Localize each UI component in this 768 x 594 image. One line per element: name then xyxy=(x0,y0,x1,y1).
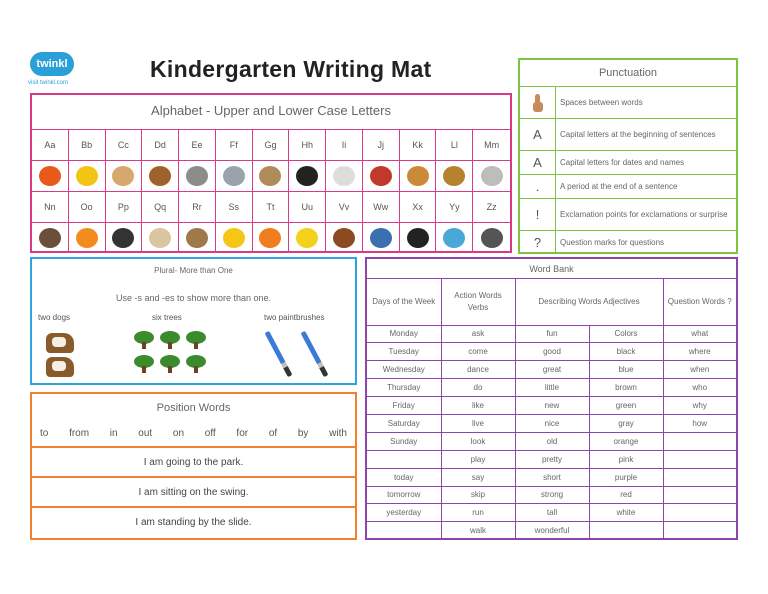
letter-Ll: Ll xyxy=(436,129,473,160)
plural-instruction: Use -s and -es to show more than one. xyxy=(115,293,272,303)
punctuation-text: Question marks for questions xyxy=(560,237,665,247)
position-word: in xyxy=(109,428,118,439)
word-bank-cell xyxy=(663,432,736,450)
word-bank-cell: wonderful xyxy=(515,522,589,540)
letter-picture-Qq xyxy=(142,222,179,253)
letter-picture-Uu xyxy=(289,222,326,253)
punctuation-symbol: A xyxy=(520,151,556,174)
letter-Tt: Tt xyxy=(253,191,290,222)
word-bank-cell: who xyxy=(663,379,736,397)
word-bank-cell: pretty xyxy=(515,450,589,468)
letter-Aa: Aa xyxy=(32,129,69,160)
word-bank-row xyxy=(367,361,736,379)
word-bank-cell: tall xyxy=(515,504,589,522)
word-bank-cell: dance xyxy=(441,361,515,379)
picture-icon xyxy=(407,228,429,248)
letter-picture-Pp xyxy=(106,222,143,253)
picture-icon xyxy=(112,228,134,248)
punctuation-symbol: ! xyxy=(520,199,556,230)
word-bank-cell: Wednesday xyxy=(367,361,441,379)
letter-Mm: Mm xyxy=(473,129,510,160)
position-sentence: I am going to the park. xyxy=(32,446,355,476)
position-sentence: I am standing by the slide. xyxy=(32,506,355,536)
letter-picture-Vv xyxy=(326,222,363,253)
dog-icon xyxy=(46,357,74,377)
word-bank-cell: blue xyxy=(589,361,663,379)
word-bank-cell: look xyxy=(441,432,515,450)
letter-Oo: Oo xyxy=(69,191,106,222)
position-word: for xyxy=(236,428,249,439)
word-bank-cell xyxy=(663,468,736,486)
picture-icon xyxy=(186,166,208,186)
word-bank-cell: nice xyxy=(515,414,589,432)
word-bank-cell xyxy=(663,522,736,540)
letter-picture-Bb xyxy=(69,160,106,191)
word-bank-cell: how xyxy=(663,414,736,432)
word-bank-cell: orange xyxy=(589,432,663,450)
picture-icon xyxy=(259,166,281,186)
word-bank-row xyxy=(367,325,736,343)
punctuation-symbol: . xyxy=(520,175,556,198)
word-bank-cell: today xyxy=(367,468,441,486)
finger-space-icon xyxy=(520,87,556,118)
position-word: of xyxy=(268,428,278,439)
letter-Bb: Bb xyxy=(69,129,106,160)
letter-Ee: Ee xyxy=(179,129,216,160)
letter-Zz: Zz xyxy=(473,191,510,222)
header-question-words: Question Words ? xyxy=(663,279,736,325)
letter-Uu: Uu xyxy=(289,191,326,222)
word-bank-cell: Saturday xyxy=(367,414,441,432)
word-bank-cell: do xyxy=(441,379,515,397)
letter-picture-Ii xyxy=(326,160,363,191)
word-bank-cell: play xyxy=(441,450,515,468)
word-bank-cell: green xyxy=(589,397,663,415)
letter-picture-Ss xyxy=(216,222,253,253)
letter-picture-Jj xyxy=(363,160,400,191)
word-bank-cell: short xyxy=(515,468,589,486)
letter-Gg: Gg xyxy=(253,129,290,160)
picture-icon xyxy=(76,166,98,186)
word-bank-cell: little xyxy=(515,379,589,397)
word-bank-cell: red xyxy=(589,486,663,504)
letter-Cc: Cc xyxy=(106,129,143,160)
position-panel xyxy=(30,392,357,540)
position-word: by xyxy=(297,428,309,439)
word-bank-cell: what xyxy=(663,325,736,343)
letter-picture-Oo xyxy=(69,222,106,253)
letter-picture-Xx xyxy=(400,222,437,253)
tree-icon xyxy=(186,355,206,373)
punctuation-row xyxy=(520,230,736,254)
punctuation-text: A period at the end of a sentence xyxy=(560,181,678,191)
word-bank-cell: Sunday xyxy=(367,432,441,450)
header-describing-words: Describing Words Adjectives xyxy=(515,279,663,325)
twinkl-logo: twinkl xyxy=(30,52,74,76)
picture-icon xyxy=(296,228,318,248)
word-bank-cell xyxy=(663,450,736,468)
word-bank-cell: Thursday xyxy=(367,379,441,397)
letter-picture-Cc xyxy=(106,160,143,191)
letter-Ss: Ss xyxy=(216,191,253,222)
word-bank-row xyxy=(367,486,736,504)
word-bank-cell: say xyxy=(441,468,515,486)
picture-icon xyxy=(259,228,281,248)
picture-icon xyxy=(333,228,355,248)
word-bank-title: Word Bank xyxy=(367,259,736,279)
picture-icon xyxy=(76,228,98,248)
word-bank-cell xyxy=(663,504,736,522)
position-word: from xyxy=(69,428,90,439)
paintbrush-icon xyxy=(265,331,293,377)
tree-icon xyxy=(134,331,154,349)
word-bank-cell: yesterday xyxy=(367,504,441,522)
letter-Yy: Yy xyxy=(436,191,473,222)
word-bank-cell: Friday xyxy=(367,397,441,415)
punctuation-row xyxy=(520,86,736,118)
letter-picture-Yy xyxy=(436,222,473,253)
word-bank-cell: brown xyxy=(589,379,663,397)
word-bank-cell: tomorrow xyxy=(367,486,441,504)
letter-Ii: Ii xyxy=(326,129,363,160)
letter-Jj: Jj xyxy=(363,129,400,160)
punctuation-text: Capital letters at the beginning of sentences xyxy=(560,129,716,139)
word-bank-table xyxy=(367,279,736,540)
letter-picture-Gg xyxy=(253,160,290,191)
word-bank-cell: black xyxy=(589,343,663,361)
word-bank-row xyxy=(367,379,736,397)
picture-icon xyxy=(186,228,208,248)
letter-picture-Ll xyxy=(436,160,473,191)
word-bank-row xyxy=(367,432,736,450)
letter-picture-Kk xyxy=(400,160,437,191)
tree-icon xyxy=(186,331,206,349)
alphabet-grid xyxy=(32,129,510,253)
letter-Kk: Kk xyxy=(400,129,437,160)
word-bank-cell: Tuesday xyxy=(367,343,441,361)
word-bank-cell: pink xyxy=(589,450,663,468)
picture-icon xyxy=(112,166,134,186)
punctuation-row xyxy=(520,198,736,230)
picture-icon xyxy=(39,166,61,186)
paintbrush-icon xyxy=(301,331,329,377)
word-bank-cell: good xyxy=(515,343,589,361)
punctuation-row xyxy=(520,150,736,174)
punctuation-panel xyxy=(518,58,738,254)
word-bank-cell: great xyxy=(515,361,589,379)
header-action-words: Action Words Verbs xyxy=(441,279,515,325)
plural-title: Plural- More than One xyxy=(154,266,233,275)
punctuation-text: Exclamation points for exclamations or surprise xyxy=(560,209,728,219)
word-bank-cell: Colors xyxy=(589,325,663,343)
word-bank-cell xyxy=(589,522,663,540)
plural-example-trees: six trees xyxy=(152,313,182,322)
word-bank-row xyxy=(367,504,736,522)
picture-icon xyxy=(481,228,503,248)
letter-picture-Nn xyxy=(32,222,69,253)
word-bank-cell: like xyxy=(441,397,515,415)
word-bank-cell: old xyxy=(515,432,589,450)
word-bank-panel xyxy=(365,257,738,540)
letter-picture-Rr xyxy=(179,222,216,253)
word-bank-cell xyxy=(367,522,441,540)
word-bank-cell: walk xyxy=(441,522,515,540)
letter-picture-Dd xyxy=(142,160,179,191)
position-word: off xyxy=(204,428,216,439)
letter-Hh: Hh xyxy=(289,129,326,160)
position-word: to xyxy=(40,428,49,439)
position-word: with xyxy=(329,428,347,439)
word-bank-cell: new xyxy=(515,397,589,415)
picture-icon xyxy=(443,166,465,186)
position-word: on xyxy=(172,428,185,439)
punctuation-text: Spaces between words xyxy=(560,97,643,107)
alphabet-title: Alphabet - Upper and Lower Case Letters xyxy=(151,103,391,118)
word-bank-cell xyxy=(663,486,736,504)
word-bank-cell: fun xyxy=(515,325,589,343)
punctuation-row xyxy=(520,174,736,198)
letter-picture-Mm xyxy=(473,160,510,191)
word-bank-cell: where xyxy=(663,343,736,361)
word-bank-row xyxy=(367,343,736,361)
punctuation-title: Punctuation xyxy=(598,67,658,79)
letter-Xx: Xx xyxy=(400,191,437,222)
word-bank-cell: come xyxy=(441,343,515,361)
letter-Pp: Pp xyxy=(106,191,143,222)
letter-Vv: Vv xyxy=(326,191,363,222)
word-bank-cell: purple xyxy=(589,468,663,486)
picture-icon xyxy=(149,228,171,248)
picture-icon xyxy=(443,228,465,248)
letter-Ff: Ff xyxy=(216,129,253,160)
letter-picture-Aa xyxy=(32,160,69,191)
letter-Ww: Ww xyxy=(363,191,400,222)
word-bank-cell: Monday xyxy=(367,325,441,343)
letter-picture-Zz xyxy=(473,222,510,253)
word-bank-cell: gray xyxy=(589,414,663,432)
plural-panel xyxy=(30,257,357,385)
picture-icon xyxy=(149,166,171,186)
picture-icon xyxy=(333,166,355,186)
word-bank-cell: white xyxy=(589,504,663,522)
tree-icon xyxy=(134,355,154,373)
word-bank-cell: strong xyxy=(515,486,589,504)
letter-picture-Hh xyxy=(289,160,326,191)
word-bank-row xyxy=(367,450,736,468)
picture-icon xyxy=(370,166,392,186)
tree-icon xyxy=(160,331,180,349)
position-word: out xyxy=(138,428,153,439)
word-bank-cell: run xyxy=(441,504,515,522)
header-days: Days of the Week xyxy=(367,279,441,325)
position-words xyxy=(40,428,347,439)
alphabet-panel xyxy=(30,93,512,253)
word-bank-row xyxy=(367,468,736,486)
punctuation-text: Capital letters for dates and names xyxy=(560,157,685,167)
picture-icon xyxy=(223,228,245,248)
word-bank-cell: when xyxy=(663,361,736,379)
word-bank-cell: skip xyxy=(441,486,515,504)
word-bank-row xyxy=(367,522,736,540)
punctuation-symbol: A xyxy=(520,119,556,150)
word-bank-cell: ask xyxy=(441,325,515,343)
letter-picture-Ww xyxy=(363,222,400,253)
picture-icon xyxy=(39,228,61,248)
picture-icon xyxy=(370,228,392,248)
letter-Dd: Dd xyxy=(142,129,179,160)
punctuation-symbol: ? xyxy=(520,231,556,254)
letter-Qq: Qq xyxy=(142,191,179,222)
picture-icon xyxy=(481,166,503,186)
position-title: Position Words xyxy=(156,402,231,414)
letter-picture-Tt xyxy=(253,222,290,253)
word-bank-cell xyxy=(367,450,441,468)
letter-picture-Ff xyxy=(216,160,253,191)
tree-icon xyxy=(160,355,180,373)
letter-Rr: Rr xyxy=(179,191,216,222)
logo-url: visit twinkl.com xyxy=(28,80,69,86)
position-sentence: I am sitting on the swing. xyxy=(32,476,355,506)
picture-icon xyxy=(223,166,245,186)
letter-Nn: Nn xyxy=(32,191,69,222)
word-bank-row xyxy=(367,397,736,415)
plural-example-paintbrushes: two paintbrushes xyxy=(264,313,325,322)
word-bank-cell: why xyxy=(663,397,736,415)
picture-icon xyxy=(296,166,318,186)
letter-picture-Ee xyxy=(179,160,216,191)
punctuation-row xyxy=(520,118,736,150)
dog-icon xyxy=(46,333,74,353)
word-bank-cell: live xyxy=(441,414,515,432)
plural-example-dogs: two dogs xyxy=(38,313,71,322)
picture-icon xyxy=(407,166,429,186)
page-title: Kindergarten Writing Mat xyxy=(150,56,432,82)
word-bank-row xyxy=(367,414,736,432)
